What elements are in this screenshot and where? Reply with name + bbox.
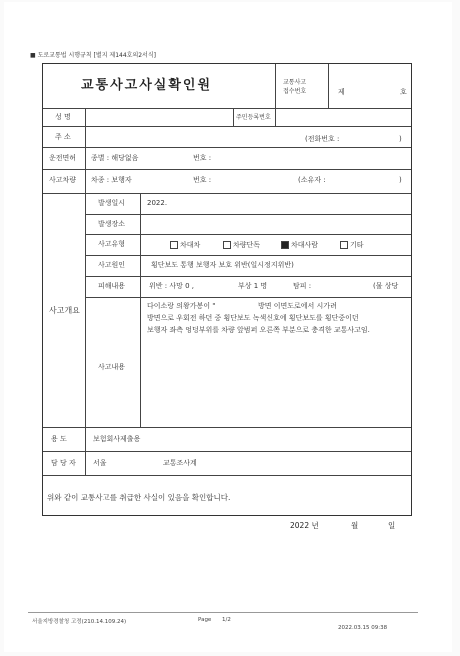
cause-label: 사고원인 (98, 261, 126, 269)
footer-page-number: 1/2 (222, 617, 231, 623)
footer-timestamp: 2022.03.15 09:38 (338, 625, 388, 631)
form-reference: ■ 도로교통법 시행규칙 [별지 제144호의2서식] (30, 52, 156, 59)
officer-station: 서울 (93, 459, 107, 467)
damage-property: 탐피 : (293, 282, 312, 290)
vehicle-type: 차종 : 보행자 (91, 176, 132, 184)
vehicle-owner-close: ) (399, 176, 402, 184)
driver-number-label: 번호 : (193, 154, 212, 162)
officer-label: 담 당 자 (51, 459, 76, 467)
driver-label: 운전면허 (49, 154, 77, 162)
content-line-3: 방면으로 우회전 하던 중 횡단보도 녹색신호에 횡단보도를 횡단중이던 (147, 314, 359, 322)
form-title: 교통사고사실확인원 (81, 78, 213, 93)
type-option-car-person: 차대사람 (281, 241, 318, 249)
footer-left: 서울지방경찰청 고정(210.14.109.24) (32, 619, 127, 625)
damage-amount: (물 상당 (373, 282, 399, 290)
rrn-label: 주민등록번호 (236, 114, 271, 121)
statement-text: 위와 같이 교통사고를 취급한 사실이 있음을 확인합니다. (47, 493, 231, 502)
vehicle-number-label: 번호 : (193, 176, 212, 184)
datetime-label: 발생일시 (98, 199, 126, 207)
name-label: 성 명 (55, 113, 71, 121)
content-line-1: 다이소랑 의왕가봉이 " (147, 302, 216, 310)
checkbox-single-vehicle (223, 241, 231, 249)
purpose-label: 용 도 (51, 435, 67, 443)
footer-divider (28, 612, 418, 613)
checkbox-car-car (170, 241, 178, 249)
purpose-value: 보험회사제출용 (93, 435, 141, 443)
damage-deaths: 위반 : 사망 0 , (149, 282, 194, 290)
phone-close: ) (399, 135, 402, 143)
place-label: 발생장소 (98, 220, 126, 228)
footer-page-label: Page (198, 617, 212, 623)
damage-injuries: 부상 1 명 (238, 282, 268, 290)
damage-label: 피해내용 (98, 282, 126, 290)
receipt-label: 교통사고 접수번호 (283, 79, 307, 95)
type-option-other: 기타 (340, 241, 364, 249)
date-day: 일 (388, 521, 396, 530)
date-month: 월 (351, 521, 359, 530)
receipt-suffix: 호 (400, 88, 407, 96)
driver-type: 종별 : 해당없음 (91, 154, 139, 162)
type-label: 사고유형 (98, 240, 126, 248)
address-label: 주 소 (55, 133, 71, 141)
content-label: 사고내용 (98, 363, 126, 371)
phone-label: (전화번호 : (305, 135, 340, 143)
type-option-car-car: 차대차 (170, 241, 200, 249)
vehicle-owner-label: (소유자 : (298, 176, 326, 184)
form-frame (42, 63, 412, 516)
cause-value: 횡단보도 통행 보행자 보호 위반(일시정지위반) (151, 261, 294, 269)
datetime-value: 2022. (147, 199, 168, 207)
date-year: 2022 년 (290, 521, 319, 530)
vehicle-label: 사고차량 (49, 176, 77, 184)
accident-section-label: 사고개요 (49, 306, 80, 315)
content-line-2: 방면 이면도로에서 시가려 (258, 302, 337, 310)
checkbox-other (340, 241, 348, 249)
type-option-single-vehicle: 차량단독 (223, 241, 260, 249)
receipt-prefix: 제 (338, 88, 345, 96)
officer-department: 교통조사계 (163, 459, 197, 467)
checkbox-car-person (281, 241, 289, 249)
content-line-4: 보행자 좌측 엉덩부위를 차량 앞범퍼 오른쪽 부분으로 충격한 교통사고임. (147, 326, 370, 334)
